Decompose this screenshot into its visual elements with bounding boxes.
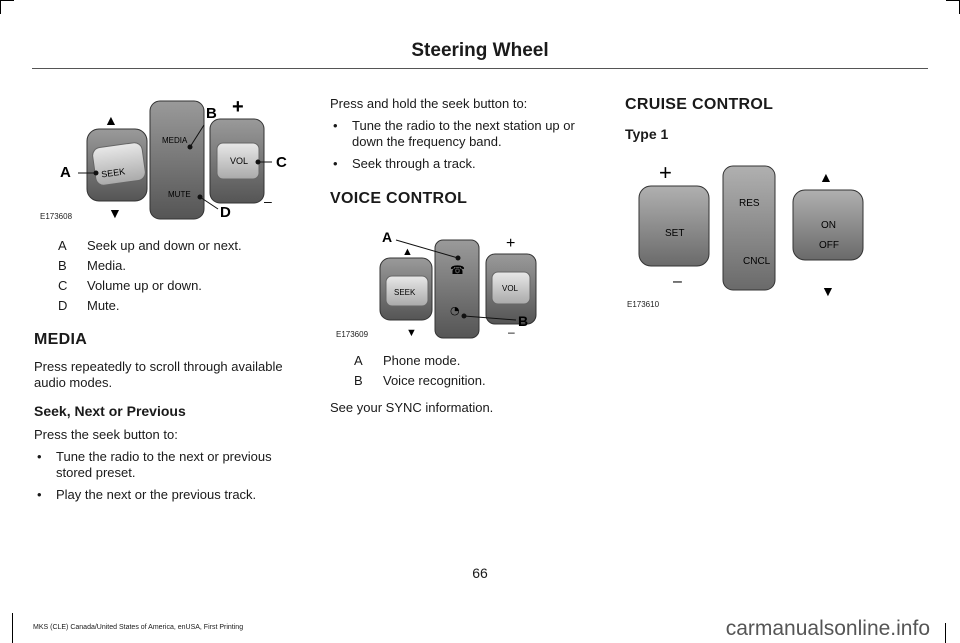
voice-icon: ◔ xyxy=(450,304,460,317)
phone-icon: ☎ xyxy=(450,263,465,277)
legend-row xyxy=(34,295,302,315)
callout-a: A xyxy=(382,229,393,245)
callout-a: A xyxy=(60,164,71,181)
cncl-label: CNCL xyxy=(743,256,771,267)
down-arrow-icon: ▼ xyxy=(108,205,122,221)
plus-icon: + xyxy=(506,235,516,252)
right-column xyxy=(625,92,925,310)
crop-mark xyxy=(12,613,13,643)
cruise-figure xyxy=(625,160,875,310)
legend-key: C xyxy=(58,277,68,293)
edition-note: MKS (CLE) Canada/United States of America, enUSA, First Printing xyxy=(33,624,244,631)
legend-key: B xyxy=(354,372,363,388)
bullet-item: • Tune the radio to the next or previous stored preset. xyxy=(34,449,302,481)
vol-label: VOL xyxy=(502,284,519,293)
legend-list xyxy=(34,235,302,315)
header-rule xyxy=(32,68,928,69)
type-heading: Type 1 xyxy=(625,126,669,142)
crop-mark xyxy=(945,623,946,643)
legend-key: B xyxy=(58,257,67,273)
up-arrow-icon: ▲ xyxy=(402,246,413,258)
legend-text: Voice recognition. xyxy=(383,372,486,388)
minus-icon: – xyxy=(508,325,515,339)
seek-media-figure xyxy=(34,85,302,227)
legend-row xyxy=(34,275,302,295)
steering-controls-illustration xyxy=(34,85,302,227)
legend-text: Seek up and down or next. xyxy=(87,237,242,253)
voice-heading: VOICE CONTROL xyxy=(330,190,468,207)
legend-key: D xyxy=(58,297,68,313)
res-label: RES xyxy=(739,198,760,209)
hold-intro: Press and hold the seek button to: xyxy=(330,96,528,111)
page-title: Steering Wheel xyxy=(411,40,549,61)
down-arrow-icon: ▼ xyxy=(406,327,417,339)
minus-icon: – xyxy=(673,273,682,290)
middle-column xyxy=(330,96,598,422)
cruise-controls-illustration xyxy=(625,160,875,310)
legend-row xyxy=(34,235,302,255)
figure-id: E173610 xyxy=(627,300,660,309)
callout-d: D xyxy=(220,204,231,221)
seek-label: SEEK xyxy=(100,166,126,180)
crop-mark xyxy=(946,0,960,1)
legend-text: Phone mode. xyxy=(383,352,461,368)
legend-text: Media. xyxy=(87,257,127,273)
legend-list xyxy=(330,350,598,390)
set-label: SET xyxy=(665,228,685,239)
bullet-item: • Seek through a track. xyxy=(330,156,598,172)
page-number: 66 xyxy=(472,565,488,581)
vol-label: VOL xyxy=(230,156,249,166)
mute-label: MUTE xyxy=(168,190,191,199)
legend-key: A xyxy=(58,237,67,253)
up-arrow-icon: ▲ xyxy=(819,169,833,185)
on-label: ON xyxy=(821,220,836,231)
legend-row xyxy=(330,350,598,370)
legend-key: A xyxy=(354,352,363,368)
sync-paragraph: See your SYNC information. xyxy=(330,400,494,415)
legend-row xyxy=(330,370,598,390)
off-label: OFF xyxy=(819,240,839,251)
cruise-heading: CRUISE CONTROL xyxy=(625,96,774,113)
down-arrow-icon: ▼ xyxy=(821,283,835,299)
crop-mark xyxy=(0,0,14,1)
bullet-item: • Tune the radio to the next station up or down the frequency band. xyxy=(330,118,598,150)
media-heading: MEDIA xyxy=(34,331,88,348)
bullet-item: • Play the next or the previous track. xyxy=(34,487,302,503)
callout-b: B xyxy=(206,105,217,122)
callout-b: B xyxy=(518,313,529,329)
seek-bullets xyxy=(34,449,302,503)
watermark: carmanualsonline.info xyxy=(725,617,930,640)
legend-text: Volume up or down. xyxy=(87,277,202,293)
voice-figure xyxy=(330,218,560,340)
media-label: MEDIA xyxy=(162,136,188,145)
seek-heading: Seek, Next or Previous xyxy=(34,403,186,419)
media-paragraph: Press repeatedly to scroll through available audio modes. xyxy=(34,359,283,390)
minus-icon: – xyxy=(264,193,272,209)
legend-text: Mute. xyxy=(87,297,120,313)
up-arrow-icon: ▲ xyxy=(104,112,118,128)
figure-id: E173608 xyxy=(40,212,73,221)
hold-bullets xyxy=(330,118,598,172)
figure-id: E173609 xyxy=(336,330,369,339)
plus-icon: + xyxy=(659,160,672,185)
legend-row xyxy=(34,255,302,275)
left-column xyxy=(34,85,302,509)
seek-label: SEEK xyxy=(394,288,416,297)
callout-c: C xyxy=(276,154,287,171)
crop-mark xyxy=(0,0,1,14)
seek-intro: Press the seek button to: xyxy=(34,427,178,442)
voice-controls-illustration xyxy=(330,218,560,340)
plus-icon: + xyxy=(232,96,244,118)
